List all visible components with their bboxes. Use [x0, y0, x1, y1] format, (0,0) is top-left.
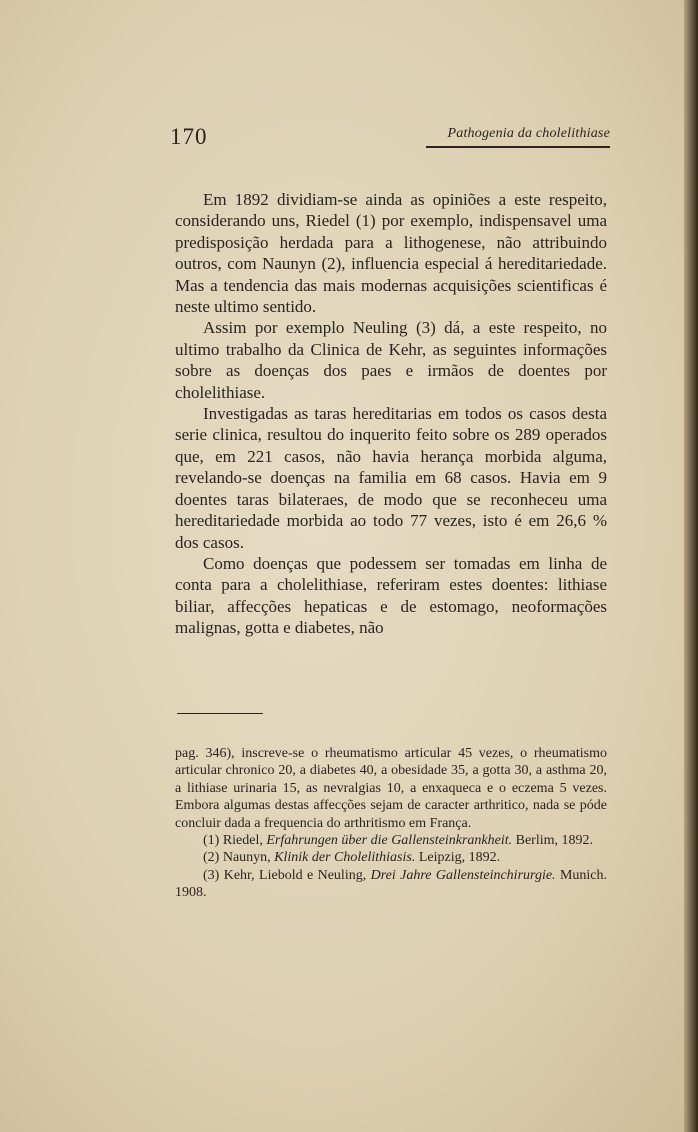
paragraph: Assim por exemplo Neuling (3) dá, a este respeito, no ultimo trabalho da Clinica de Kehr, as seguintes informações sobre as doenças dos paes e irmãos de doentes por cholelithiase. [175, 318, 607, 402]
paragraph: Investigadas as taras hereditarias em todos os casos desta serie clinica, resultou do inquerito feito sobre os 289 operados que, em 221 casos, não havia herança morbida alguma, revelando-se doenças na familia em 68 casos. Havia em 9 doentes taras bilateraes, de modo que se reconheceu uma hereditariedade morbida ao todo 77 vezes, isto é em 26,6 % dos casos. [175, 404, 607, 552]
footnote-continuation: pag. 346), inscreve-se o rheumatismo articular 45 vezes, o rheumatismo articular chronico 20, a diabetes 40, a obesidade 35, a gotta 30, a asthma 20, a lithiase urinaria 15, as nevralgias 10, a enxaqueca e o eczema 5 vezes. Embora algumas destas affecções sejam de caracter arthritico, nada se póde concluir dada a frequencia do arthritismo em França. [175, 746, 607, 831]
footnote-publication: Berlim, 1892. [515, 833, 593, 849]
footnote-2 [175, 849, 607, 866]
footnote-marker: (3) [203, 867, 220, 883]
footnote-title: Erfahrungen über die Gallensteinkrankheit. [266, 833, 513, 849]
footnote-publication: Munich. 1908. [175, 867, 608, 901]
page-header [170, 124, 610, 150]
body-text [175, 189, 607, 639]
footnote-marker: (1) [203, 833, 220, 849]
footnote-rule [177, 713, 263, 714]
footnote-title: Klinik der Cholelithiasis. [274, 850, 416, 866]
footnote-author: Naunyn, [222, 850, 271, 866]
footnote-title: Drei Jahre Gallensteinchirurgie. [370, 867, 556, 883]
page-number: 170 [170, 124, 208, 149]
footnote-publication: Leipzig, 1892. [418, 850, 501, 866]
footnote-1 [175, 832, 607, 849]
footnote-author: Kehr, Liebold e Neuling, [223, 867, 367, 883]
footnote-marker: (2) [203, 850, 220, 866]
running-head: Pathogenia da cholelithiase [447, 126, 610, 141]
paragraph: Como doenças que podessem ser tomadas em linha de conta para a cholelithiase, referiram estes doentes: lithiase biliar, affecções hepaticas e de estomago, neoformações malignas, gotta e diabetes, não [175, 553, 607, 638]
page-edge-shadow [684, 0, 698, 1132]
header-rule [426, 146, 610, 148]
footnote-author: Riedel, [222, 833, 263, 849]
footnote-3 [175, 867, 607, 902]
footnotes [175, 745, 607, 902]
paragraph: Em 1892 dividiam-se ainda as opiniões a este respeito, considerando uns, Riedel (1) por exemplo, indispensavel uma predisposição herdada para a lithogenese, não attribuindo outros, com Naunyn (2), influencia especial á hereditariedade. Mas a tendencia das mais modernas acquisições scientificas é neste ultimo sentido. [175, 190, 607, 317]
